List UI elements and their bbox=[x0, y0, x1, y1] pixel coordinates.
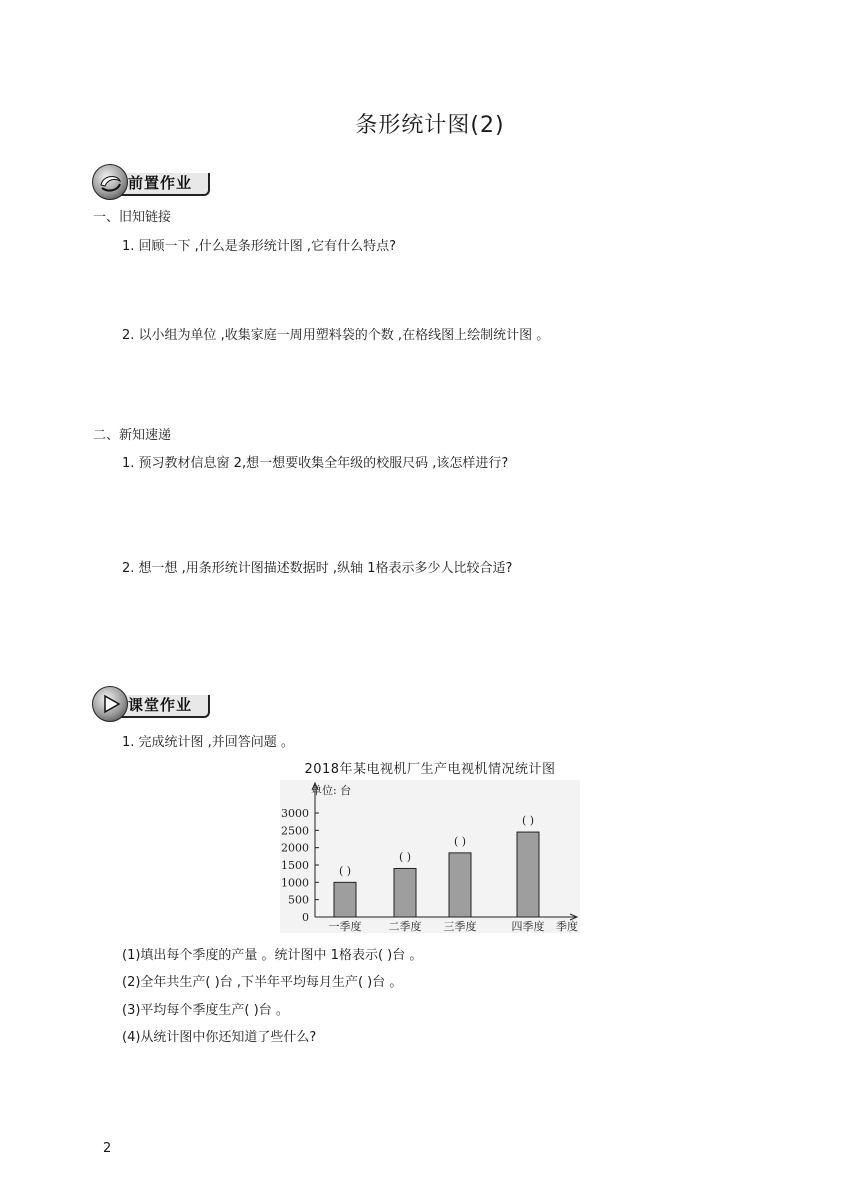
bar-value-label: ( ) bbox=[338, 864, 352, 878]
x-tick-label: 四季度 bbox=[511, 920, 545, 933]
bar bbox=[394, 868, 416, 917]
badge-label: 前置作业 bbox=[128, 174, 193, 192]
y-tick-label: 2500 bbox=[281, 824, 309, 838]
y-tick-label: 500 bbox=[288, 893, 309, 907]
y-unit-label: 单位: 台 bbox=[311, 784, 352, 797]
heading-old-knowledge: 一、旧知链接 bbox=[93, 210, 172, 225]
bar-value-label: ( ) bbox=[398, 850, 412, 864]
y-tick-label: 1000 bbox=[281, 876, 309, 890]
section-badge-preview bbox=[92, 164, 212, 200]
x-axis-label: 季度 bbox=[556, 920, 578, 933]
question-1-2: 2. 以小组为单位 ,收集家庭一周用塑料袋的个数 ,在格线图上绘制统计图 。 bbox=[122, 328, 550, 343]
bar-value-label: ( ) bbox=[521, 814, 535, 828]
subquestion-3: (3)平均每个季度生产( )台 。 bbox=[122, 1003, 289, 1018]
question-1-1: 1. 回顾一下 ,什么是条形统计图 ,它有什么特点? bbox=[122, 239, 396, 254]
y-tick-label: 2000 bbox=[281, 841, 309, 855]
bar-value-label: ( ) bbox=[453, 834, 467, 848]
x-tick-label: 二季度 bbox=[388, 920, 422, 933]
question-3-1: 1. 完成统计图 ,并回答问题 。 bbox=[122, 735, 294, 750]
chart-title: 2018年某电视机厂生产电视机情况统计图 bbox=[304, 762, 556, 777]
question-2-2: 2. 想一想 ,用条形统计图描述数据时 ,纵轴 1格表示多少人比较合适? bbox=[122, 561, 513, 576]
question-2-1: 1. 预习教材信息窗 2,想一想要收集全年级的校服尺码 ,该怎样进行? bbox=[122, 456, 509, 471]
page-title: 条形统计图(2) bbox=[355, 113, 505, 138]
bar bbox=[334, 882, 356, 917]
y-tick-label: 3000 bbox=[281, 807, 309, 820]
subquestion-1: (1)填出每个季度的产量 。统计图中 1格表示( )台 。 bbox=[122, 948, 423, 963]
bar bbox=[517, 832, 539, 917]
x-tick-label: 一季度 bbox=[328, 920, 362, 933]
y-tick-label: 1500 bbox=[281, 859, 309, 872]
section-badge-classwork bbox=[92, 686, 212, 722]
subquestion-2: (2)全年共生产( )台 ,下半年平均每月生产( )台 。 bbox=[122, 975, 403, 990]
page-number: 2 bbox=[103, 1141, 112, 1156]
badge-label: 课堂作业 bbox=[128, 696, 193, 714]
bar bbox=[449, 853, 471, 917]
x-tick-label: 三季度 bbox=[443, 920, 477, 933]
play-icon bbox=[92, 686, 128, 722]
swirl-icon bbox=[92, 164, 128, 200]
heading-new-knowledge: 二、新知速递 bbox=[93, 428, 172, 443]
y-tick-label: 0 bbox=[302, 911, 309, 924]
subquestion-4: (4)从统计图中你还知道了些什么? bbox=[122, 1030, 317, 1045]
bar-chart bbox=[280, 780, 580, 933]
